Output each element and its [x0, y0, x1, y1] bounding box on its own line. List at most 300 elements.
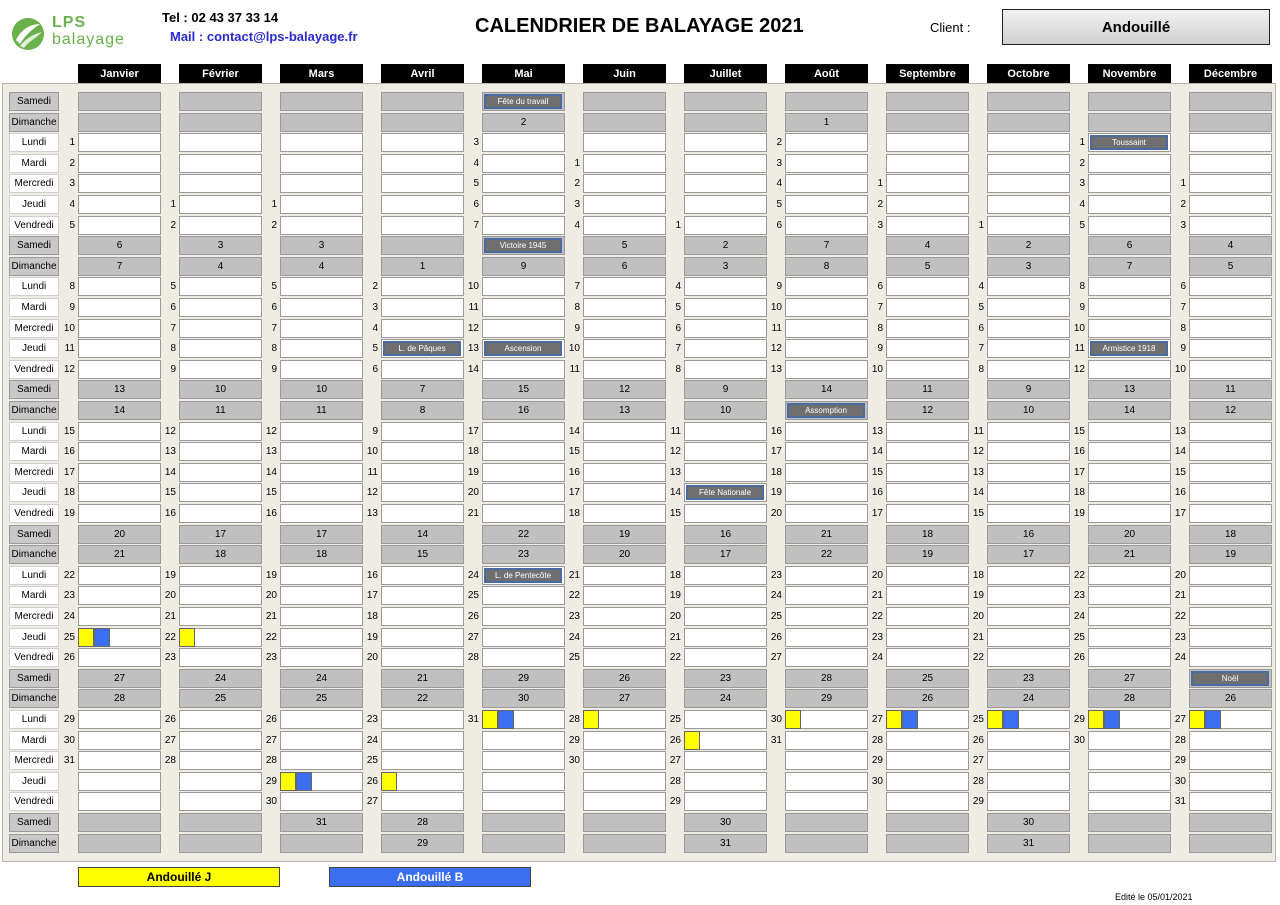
day-cell[interactable]	[583, 607, 666, 626]
day-cell[interactable]	[1189, 731, 1272, 750]
passage-j-marker[interactable]	[684, 731, 700, 750]
day-cell[interactable]	[179, 710, 262, 729]
day-cell[interactable]	[280, 792, 363, 811]
day-cell[interactable]	[1088, 360, 1171, 379]
day-cell[interactable]: 28	[381, 813, 464, 832]
day-cell[interactable]	[785, 277, 868, 296]
day-cell[interactable]	[684, 216, 767, 235]
day-cell[interactable]	[785, 319, 868, 338]
day-cell[interactable]	[179, 422, 262, 441]
day-cell[interactable]: 19	[886, 545, 969, 564]
day-cell[interactable]: 17	[280, 525, 363, 544]
day-cell[interactable]	[78, 566, 161, 585]
day-cell[interactable]: 16	[987, 525, 1070, 544]
day-cell[interactable]	[1189, 772, 1272, 791]
day-cell[interactable]	[886, 216, 969, 235]
day-cell[interactable]	[482, 195, 565, 214]
day-cell[interactable]	[78, 298, 161, 317]
day-cell[interactable]	[1189, 628, 1272, 647]
day-cell[interactable]: 24	[987, 689, 1070, 708]
day-cell[interactable]	[381, 566, 464, 585]
day-cell[interactable]	[280, 504, 363, 523]
day-cell[interactable]: 30	[684, 813, 767, 832]
day-cell[interactable]	[987, 360, 1070, 379]
day-cell[interactable]	[1189, 195, 1272, 214]
day-cell[interactable]	[1189, 566, 1272, 585]
day-cell[interactable]	[482, 277, 565, 296]
day-cell[interactable]: 28	[78, 689, 161, 708]
day-cell[interactable]	[280, 586, 363, 605]
day-cell[interactable]	[78, 154, 161, 173]
day-cell[interactable]: 6	[1088, 236, 1171, 255]
day-cell[interactable]: 3	[280, 236, 363, 255]
day-cell[interactable]	[886, 442, 969, 461]
day-cell[interactable]	[1088, 607, 1171, 626]
day-cell[interactable]: 4	[179, 257, 262, 276]
day-cell[interactable]: 20	[583, 545, 666, 564]
day-cell[interactable]	[886, 277, 969, 296]
day-cell[interactable]	[987, 751, 1070, 770]
day-cell[interactable]	[684, 607, 767, 626]
day-cell[interactable]	[583, 174, 666, 193]
day-cell[interactable]: 24	[179, 669, 262, 688]
day-cell[interactable]	[381, 751, 464, 770]
day-cell[interactable]	[1088, 648, 1171, 667]
day-cell[interactable]	[1189, 463, 1272, 482]
day-cell[interactable]: 13	[583, 401, 666, 420]
day-cell[interactable]	[1189, 648, 1272, 667]
day-cell[interactable]	[482, 319, 565, 338]
day-cell[interactable]: 21	[381, 669, 464, 688]
passage-j-marker[interactable]	[1088, 710, 1104, 729]
day-cell[interactable]: 19	[583, 525, 666, 544]
day-cell[interactable]	[886, 731, 969, 750]
day-cell[interactable]: 6	[583, 257, 666, 276]
day-cell[interactable]	[987, 566, 1070, 585]
day-cell[interactable]: 25	[179, 689, 262, 708]
day-cell[interactable]	[583, 751, 666, 770]
day-cell[interactable]	[381, 422, 464, 441]
day-cell[interactable]	[785, 628, 868, 647]
day-cell[interactable]	[785, 339, 868, 358]
day-cell[interactable]	[785, 504, 868, 523]
day-cell[interactable]: 18	[1189, 525, 1272, 544]
day-cell[interactable]: 18	[179, 545, 262, 564]
client-name-field[interactable]: Andouillé	[1002, 9, 1270, 45]
day-cell[interactable]	[381, 360, 464, 379]
day-cell[interactable]	[381, 442, 464, 461]
day-cell[interactable]	[684, 442, 767, 461]
day-cell[interactable]	[583, 154, 666, 173]
day-cell[interactable]	[684, 298, 767, 317]
day-cell[interactable]	[179, 339, 262, 358]
day-cell[interactable]	[583, 628, 666, 647]
day-cell[interactable]: 4	[1189, 236, 1272, 255]
day-cell[interactable]: 22	[785, 545, 868, 564]
day-cell[interactable]	[381, 648, 464, 667]
day-cell[interactable]	[78, 731, 161, 750]
day-cell[interactable]	[886, 195, 969, 214]
day-cell[interactable]	[482, 154, 565, 173]
day-cell[interactable]	[482, 504, 565, 523]
day-cell[interactable]: 4	[280, 257, 363, 276]
day-cell[interactable]	[886, 319, 969, 338]
day-cell[interactable]	[684, 566, 767, 585]
day-cell[interactable]	[1088, 154, 1171, 173]
day-cell[interactable]	[1088, 174, 1171, 193]
day-cell[interactable]	[684, 422, 767, 441]
day-cell[interactable]: 11	[1189, 380, 1272, 399]
day-cell[interactable]	[78, 648, 161, 667]
day-cell[interactable]	[583, 504, 666, 523]
day-cell[interactable]: 8	[381, 401, 464, 420]
day-cell[interactable]: 14	[381, 525, 464, 544]
day-cell[interactable]	[482, 463, 565, 482]
day-cell[interactable]	[583, 319, 666, 338]
day-cell[interactable]: 24	[684, 689, 767, 708]
day-cell[interactable]	[987, 463, 1070, 482]
day-cell[interactable]	[1189, 339, 1272, 358]
day-cell[interactable]	[785, 566, 868, 585]
day-cell[interactable]: 9	[987, 380, 1070, 399]
day-cell[interactable]: 26	[1189, 689, 1272, 708]
day-cell[interactable]	[785, 607, 868, 626]
day-cell[interactable]	[1189, 422, 1272, 441]
day-cell[interactable]: 15	[482, 380, 565, 399]
day-cell[interactable]	[381, 792, 464, 811]
day-cell[interactable]	[583, 277, 666, 296]
day-cell[interactable]	[179, 277, 262, 296]
day-cell[interactable]: 21	[78, 545, 161, 564]
day-cell[interactable]: 10	[179, 380, 262, 399]
day-cell[interactable]	[179, 504, 262, 523]
day-cell[interactable]	[583, 566, 666, 585]
day-cell[interactable]	[482, 216, 565, 235]
day-cell[interactable]: 12	[1189, 401, 1272, 420]
day-cell[interactable]: 6	[78, 236, 161, 255]
day-cell[interactable]	[886, 751, 969, 770]
day-cell[interactable]	[179, 731, 262, 750]
day-cell[interactable]	[1088, 566, 1171, 585]
day-cell[interactable]	[987, 628, 1070, 647]
day-cell[interactable]	[987, 442, 1070, 461]
day-cell[interactable]	[78, 216, 161, 235]
day-cell[interactable]	[987, 319, 1070, 338]
day-cell[interactable]	[583, 586, 666, 605]
day-cell[interactable]	[179, 483, 262, 502]
passage-j-marker[interactable]	[381, 772, 397, 791]
passage-j-marker[interactable]	[179, 628, 195, 647]
day-cell[interactable]	[684, 319, 767, 338]
day-cell[interactable]	[1189, 298, 1272, 317]
day-cell[interactable]	[987, 792, 1070, 811]
day-cell[interactable]	[179, 751, 262, 770]
day-cell[interactable]	[482, 174, 565, 193]
day-cell[interactable]	[684, 339, 767, 358]
day-cell[interactable]: 24	[280, 669, 363, 688]
day-cell[interactable]	[381, 463, 464, 482]
day-cell[interactable]	[987, 277, 1070, 296]
day-cell[interactable]	[1088, 442, 1171, 461]
day-cell[interactable]	[583, 483, 666, 502]
day-cell[interactable]: 30	[987, 813, 1070, 832]
day-cell[interactable]	[886, 648, 969, 667]
email-contact[interactable]: Mail : contact@lps-balayage.fr	[170, 29, 358, 44]
day-cell[interactable]	[482, 628, 565, 647]
day-cell[interactable]	[785, 216, 868, 235]
day-cell[interactable]	[179, 463, 262, 482]
day-cell[interactable]	[381, 710, 464, 729]
day-cell[interactable]	[179, 216, 262, 235]
day-cell[interactable]: 31	[684, 834, 767, 853]
day-cell[interactable]	[280, 463, 363, 482]
passage-j-marker[interactable]	[280, 772, 296, 791]
day-cell[interactable]: 31	[280, 813, 363, 832]
day-cell[interactable]	[684, 360, 767, 379]
day-cell[interactable]	[684, 628, 767, 647]
day-cell[interactable]	[280, 319, 363, 338]
day-cell[interactable]	[886, 607, 969, 626]
passage-j-marker[interactable]	[583, 710, 599, 729]
day-cell[interactable]: 1	[381, 257, 464, 276]
day-cell[interactable]	[987, 216, 1070, 235]
day-cell[interactable]: 3	[684, 257, 767, 276]
day-cell[interactable]: 14	[78, 401, 161, 420]
day-cell[interactable]	[1189, 607, 1272, 626]
day-cell[interactable]	[280, 442, 363, 461]
day-cell[interactable]	[785, 463, 868, 482]
day-cell[interactable]	[886, 463, 969, 482]
day-cell[interactable]	[280, 710, 363, 729]
day-cell[interactable]	[381, 298, 464, 317]
day-cell[interactable]: 31	[987, 834, 1070, 853]
day-cell[interactable]	[785, 298, 868, 317]
day-cell[interactable]: 18	[886, 525, 969, 544]
day-cell[interactable]: 23	[684, 669, 767, 688]
day-cell[interactable]	[886, 174, 969, 193]
day-cell[interactable]	[78, 483, 161, 502]
day-cell[interactable]	[482, 133, 565, 152]
day-cell[interactable]	[1189, 792, 1272, 811]
day-cell[interactable]	[482, 483, 565, 502]
day-cell[interactable]	[886, 586, 969, 605]
passage-b-marker[interactable]	[1205, 710, 1221, 729]
day-cell[interactable]	[381, 628, 464, 647]
day-cell[interactable]: 23	[987, 669, 1070, 688]
day-cell[interactable]	[785, 154, 868, 173]
day-cell[interactable]	[280, 731, 363, 750]
day-cell[interactable]: 12	[583, 380, 666, 399]
passage-b-marker[interactable]	[296, 772, 312, 791]
day-cell[interactable]	[583, 731, 666, 750]
day-cell[interactable]: 2	[482, 113, 565, 132]
day-cell[interactable]: 21	[1088, 545, 1171, 564]
day-cell[interactable]: 7	[1088, 257, 1171, 276]
passage-j-marker[interactable]	[482, 710, 498, 729]
passage-b-marker[interactable]	[902, 710, 918, 729]
day-cell[interactable]	[78, 133, 161, 152]
day-cell[interactable]	[886, 360, 969, 379]
day-cell[interactable]: 27	[78, 669, 161, 688]
day-cell[interactable]: 5	[583, 236, 666, 255]
day-cell[interactable]: 27	[1088, 669, 1171, 688]
day-cell[interactable]	[785, 360, 868, 379]
day-cell[interactable]	[684, 277, 767, 296]
day-cell[interactable]	[482, 360, 565, 379]
day-cell[interactable]	[987, 504, 1070, 523]
day-cell[interactable]	[280, 751, 363, 770]
day-cell[interactable]	[987, 422, 1070, 441]
day-cell[interactable]: 13	[78, 380, 161, 399]
day-cell[interactable]	[78, 463, 161, 482]
day-cell[interactable]	[280, 648, 363, 667]
day-cell[interactable]	[684, 792, 767, 811]
day-cell[interactable]	[583, 298, 666, 317]
passage-j-marker[interactable]	[1189, 710, 1205, 729]
day-cell[interactable]	[78, 586, 161, 605]
day-cell[interactable]	[987, 731, 1070, 750]
day-cell[interactable]: 19	[1189, 545, 1272, 564]
day-cell[interactable]: 2	[987, 236, 1070, 255]
day-cell[interactable]: 10	[987, 401, 1070, 420]
day-cell[interactable]: 30	[482, 689, 565, 708]
day-cell[interactable]	[78, 422, 161, 441]
day-cell[interactable]	[583, 463, 666, 482]
day-cell[interactable]: 25	[886, 669, 969, 688]
day-cell[interactable]	[179, 298, 262, 317]
day-cell[interactable]: 14	[785, 380, 868, 399]
day-cell[interactable]: 13	[1088, 380, 1171, 399]
day-cell[interactable]	[785, 586, 868, 605]
day-cell[interactable]	[78, 174, 161, 193]
day-cell[interactable]	[381, 731, 464, 750]
day-cell[interactable]: 17	[987, 545, 1070, 564]
day-cell[interactable]	[280, 339, 363, 358]
day-cell[interactable]	[1189, 586, 1272, 605]
day-cell[interactable]: 20	[78, 525, 161, 544]
day-cell[interactable]	[684, 710, 767, 729]
day-cell[interactable]: 9	[684, 380, 767, 399]
day-cell[interactable]: 21	[785, 525, 868, 544]
day-cell[interactable]	[583, 360, 666, 379]
day-cell[interactable]: 28	[785, 669, 868, 688]
day-cell[interactable]	[886, 772, 969, 791]
day-cell[interactable]: 29	[482, 669, 565, 688]
day-cell[interactable]	[1088, 628, 1171, 647]
day-cell[interactable]	[179, 195, 262, 214]
passage-b-marker[interactable]	[1003, 710, 1019, 729]
day-cell[interactable]	[482, 607, 565, 626]
day-cell[interactable]	[381, 586, 464, 605]
day-cell[interactable]	[280, 277, 363, 296]
day-cell[interactable]	[1088, 277, 1171, 296]
day-cell[interactable]: 2	[684, 236, 767, 255]
day-cell[interactable]	[381, 504, 464, 523]
day-cell[interactable]	[684, 463, 767, 482]
day-cell[interactable]: 4	[886, 236, 969, 255]
day-cell[interactable]	[78, 277, 161, 296]
day-cell[interactable]	[1189, 504, 1272, 523]
day-cell[interactable]	[482, 586, 565, 605]
day-cell[interactable]	[78, 751, 161, 770]
day-cell[interactable]	[482, 298, 565, 317]
day-cell[interactable]	[785, 133, 868, 152]
day-cell[interactable]: 22	[381, 689, 464, 708]
day-cell[interactable]	[482, 442, 565, 461]
day-cell[interactable]: 23	[482, 545, 565, 564]
day-cell[interactable]	[280, 607, 363, 626]
day-cell[interactable]	[280, 195, 363, 214]
day-cell[interactable]	[179, 607, 262, 626]
day-cell[interactable]	[886, 339, 969, 358]
day-cell[interactable]: 15	[381, 545, 464, 564]
day-cell[interactable]: 3	[179, 236, 262, 255]
day-cell[interactable]: 28	[1088, 689, 1171, 708]
day-cell[interactable]	[785, 174, 868, 193]
day-cell[interactable]	[78, 319, 161, 338]
day-cell[interactable]	[179, 360, 262, 379]
day-cell[interactable]: 16	[684, 525, 767, 544]
day-cell[interactable]	[280, 483, 363, 502]
day-cell[interactable]	[1189, 216, 1272, 235]
day-cell[interactable]	[583, 216, 666, 235]
day-cell[interactable]	[987, 607, 1070, 626]
day-cell[interactable]	[785, 483, 868, 502]
day-cell[interactable]: 10	[684, 401, 767, 420]
day-cell[interactable]: 11	[886, 380, 969, 399]
day-cell[interactable]	[684, 586, 767, 605]
passage-j-marker[interactable]	[78, 628, 94, 647]
day-cell[interactable]	[179, 442, 262, 461]
day-cell[interactable]	[684, 751, 767, 770]
day-cell[interactable]	[1189, 751, 1272, 770]
day-cell[interactable]	[1088, 463, 1171, 482]
day-cell[interactable]	[280, 422, 363, 441]
day-cell[interactable]: 20	[1088, 525, 1171, 544]
day-cell[interactable]	[280, 298, 363, 317]
day-cell[interactable]	[482, 648, 565, 667]
day-cell[interactable]: 17	[684, 545, 767, 564]
day-cell[interactable]: 27	[583, 689, 666, 708]
day-cell[interactable]: 3	[987, 257, 1070, 276]
day-cell[interactable]	[1189, 174, 1272, 193]
day-cell[interactable]	[1088, 298, 1171, 317]
day-cell[interactable]	[886, 483, 969, 502]
day-cell[interactable]	[886, 566, 969, 585]
day-cell[interactable]: 14	[1088, 401, 1171, 420]
day-cell[interactable]: 29	[785, 689, 868, 708]
day-cell[interactable]: 7	[78, 257, 161, 276]
day-cell[interactable]	[1189, 442, 1272, 461]
day-cell[interactable]	[684, 504, 767, 523]
day-cell[interactable]: 17	[179, 525, 262, 544]
day-cell[interactable]	[78, 339, 161, 358]
day-cell[interactable]	[179, 586, 262, 605]
day-cell[interactable]	[785, 648, 868, 667]
day-cell[interactable]	[1088, 195, 1171, 214]
day-cell[interactable]	[886, 298, 969, 317]
day-cell[interactable]	[583, 442, 666, 461]
day-cell[interactable]: 7	[785, 236, 868, 255]
day-cell[interactable]	[1189, 319, 1272, 338]
day-cell[interactable]	[583, 648, 666, 667]
passage-j-marker[interactable]	[785, 710, 801, 729]
day-cell[interactable]	[179, 566, 262, 585]
day-cell[interactable]	[583, 195, 666, 214]
day-cell[interactable]	[785, 195, 868, 214]
day-cell[interactable]	[280, 566, 363, 585]
day-cell[interactable]: 5	[1189, 257, 1272, 276]
